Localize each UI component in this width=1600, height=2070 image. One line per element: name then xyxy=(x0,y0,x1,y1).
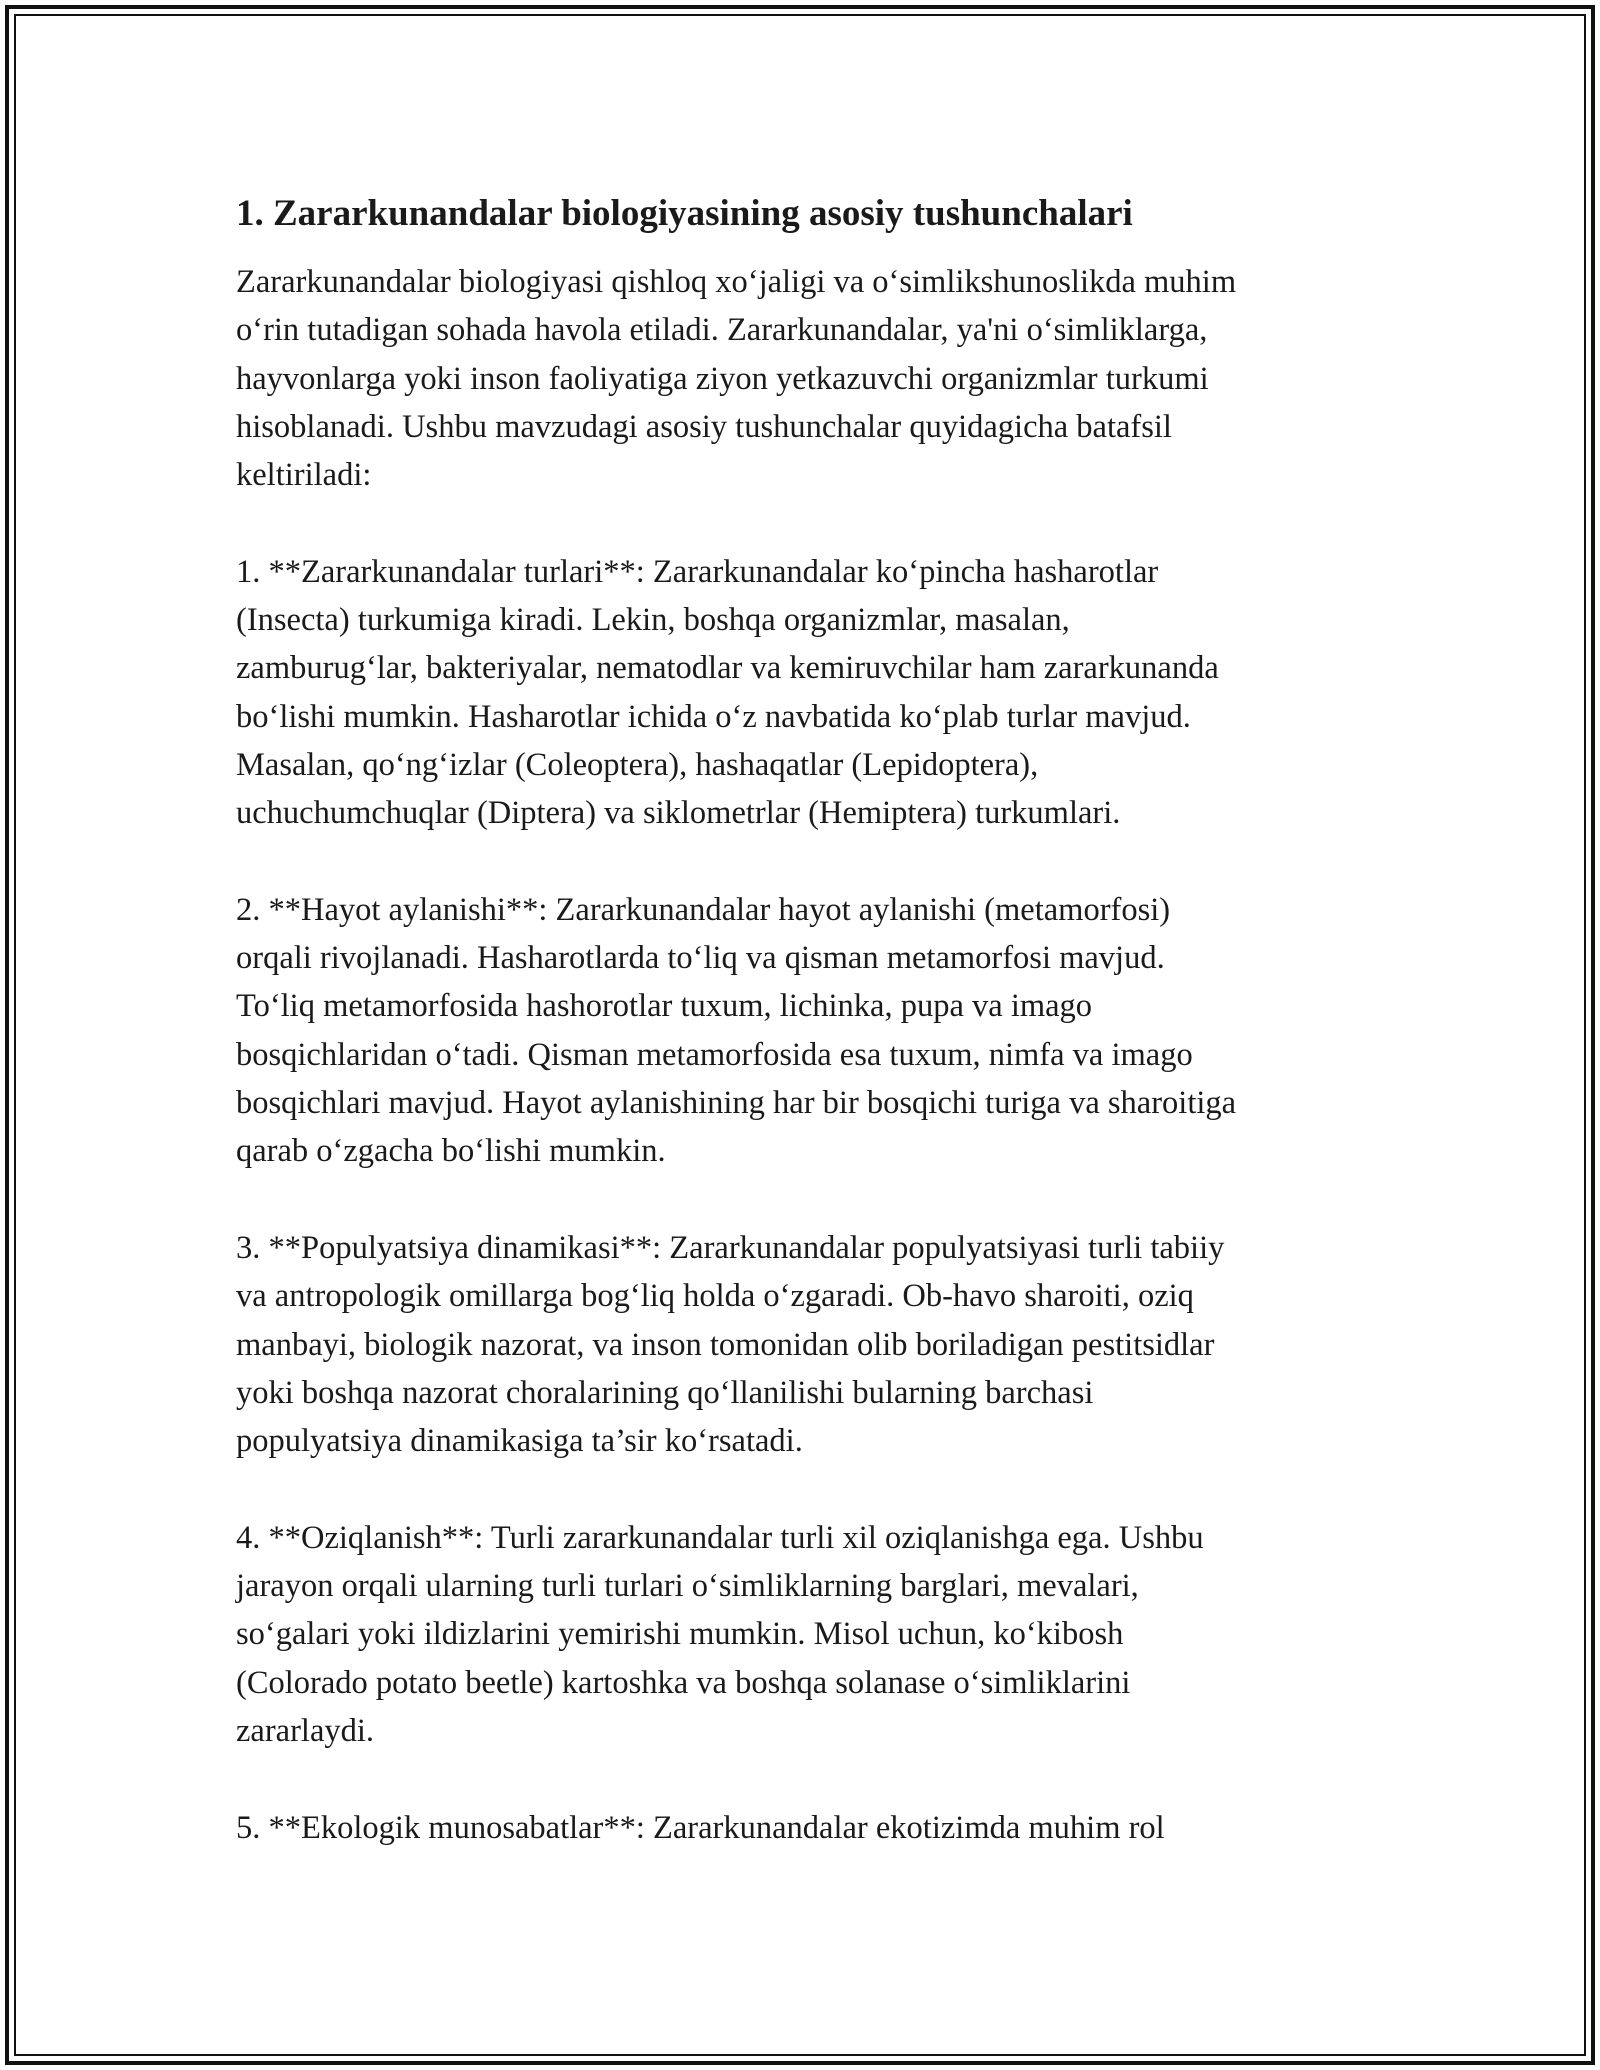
paragraph-population-dynamics: 3. **Populyatsiya dinamikasi**: Zararkunandalar populyatsiyasi turli tabiiy va antropologik omillarga bog‘liq holda o‘zgaradi. Ob-havo sharoiti, oziq manbayi, biologik nazorat, va inson tomonidan olib boriladigan pestitsidlar yoki boshqa nazorat choralarining qo‘llanilishi bularning barchasi populyatsiya dinamikasiga ta’sir ko‘rsatadi. xyxy=(236,1229,1225,1460)
paragraph-pest-types: 1. **Zararkunandalar turlari**: Zararkunandalar ko‘pincha hasharotlar (Insecta) turkumiga kiradi. Lekin, boshqa organizmlar, masalan, zamburug‘lar, bakteriyalar, nematodlar va kemiruvchilar ham zararkunanda bo‘lishi mumkin. Hasharotlar ichida o‘z navbatida ko‘plab turlar mavjud. Masalan, qo‘ng‘izlar (Coleoptera), hashaqatlar (Lepidoptera), uchuchumchuqlar (Diptera) va siklometrlar (Hemiptera) turkumlari. xyxy=(236,553,1219,832)
paragraph-ecological-relations: 5. **Ekologik munosabatlar**: Zararkunandalar ekotizimda muhim rol xyxy=(236,1809,1165,1846)
paragraph-feeding: 4. **Oziqlanish**: Turli zararkunandalar turli xil oziqlanishga ega. Ushbu jarayon orqali ularning turli turlari o‘simliklarning barglari, mevalari, so‘galari yoki ildizlarini yemirishi mumkin. Misol uchun, ko‘kibosh (Colorado potato beetle) kartoshka va boshqa solanase o‘simliklarini zararlaydi. xyxy=(236,1519,1204,1749)
paragraph-intro: Zararkunandalar biologiyasi qishloq xo‘jaligi va o‘simlikshunoslikda muhim o‘rin tutadigan sohada havola etiladi. Zararkunandalar, ya'ni o‘simliklarga, hayvonlarga yoki inson faoliyatiga ziyon yetkazuvchi organizmlar turkumi hisoblanadi. Ushbu mavzudagi asosiy tushunchalar quyidagicha batafsil keltiriladi: xyxy=(236,264,1237,494)
document-title: 1. Zararkunandalar biologiyasining asosiy tushunchalari xyxy=(236,193,1133,234)
paragraph-life-cycle: 2. **Hayot aylanishi**: Zararkunandalar hayot aylanishi (metamorfosi) orqali rivojlanadi. Hasharotlarda to‘liq va qisman metamorfosi mavjud. To‘liq metamorfosida hashorotlar tuxum, lichinka, pupa va imago bosqichlaridan o‘tadi. Qisman metamorfosida esa tuxum, nimfa va imago bosqichlari mavjud. Hayot aylanishining har bir bosqichi turiga va sharoitiga qarab o‘zgacha bo‘lishi mumkin. xyxy=(236,891,1237,1170)
document-body xyxy=(236,186,1376,1852)
